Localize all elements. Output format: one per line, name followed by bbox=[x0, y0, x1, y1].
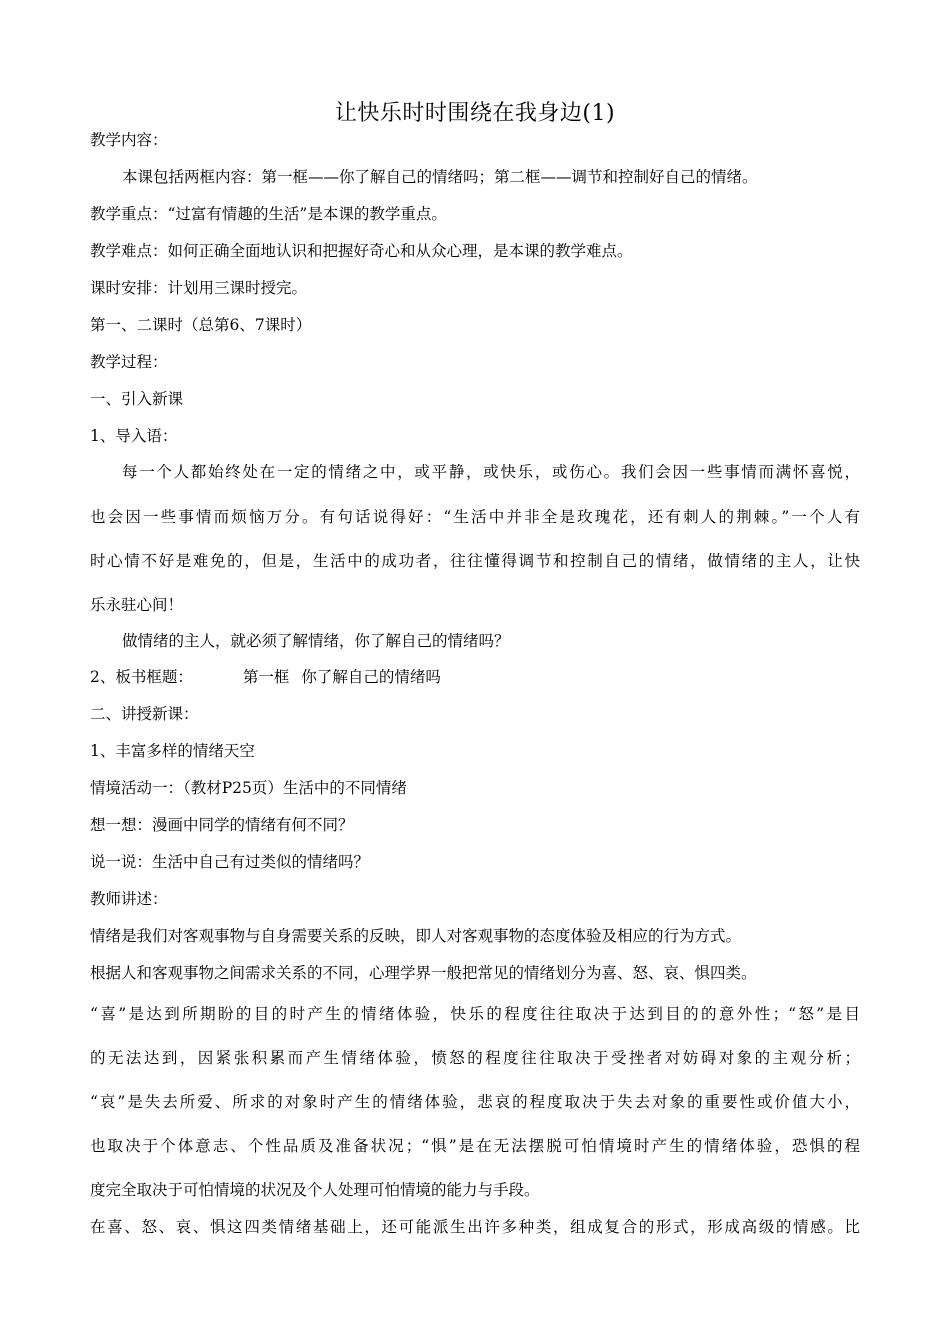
document-title: 让快乐时时围绕在我身边(1) bbox=[334, 101, 616, 126]
intro-paragraph-line-1: 每一个人都始终处在一定的情绪之中，或平静，或快乐，或伤心。我们会因一些事情而满怀喜悦， bbox=[122, 463, 860, 481]
emotion-definition-text: 情绪是我们对客观事物与自身需要关系的反映，即人对客观事物的态度体验及相应的行为方式。 bbox=[90, 927, 742, 945]
teacher-narration-heading: 教师讲述： bbox=[90, 890, 168, 908]
complex-emotion-text: 在喜、怒、哀、惧这四类情绪基础上，还可能派生出许多种类，组成复合的形式，形成高级的情感。比 bbox=[90, 1218, 860, 1236]
subsection-heading: 1、丰富多样的情绪天空 bbox=[90, 742, 255, 760]
intro-question-text: 做情绪的主人，就必须了解情绪，你了解自己的情绪吗？ bbox=[122, 632, 510, 650]
intro-paragraph-line-3: 时心情不好是难免的，但是，生活中的成功者，往往懂得调节和控制自己的情绪，做情绪的主人，让快 bbox=[90, 552, 860, 570]
emotion-detail-line-1: “喜”是达到所期盼的目的时产生的情绪体验，快乐的程度往往取决于达到目的的意外性；“怒”是目 bbox=[90, 1005, 860, 1023]
process-heading: 教学过程： bbox=[90, 353, 168, 371]
schedule-text: 课时安排：计划用三课时授完。 bbox=[90, 279, 308, 297]
lesson-period-text: 第一、二课时（总第6、7课时） bbox=[90, 316, 312, 334]
emotion-detail-line-3: “哀”是失去所爱、所求的对象时产生的情绪体验，悲哀的程度取决于失去对象的重要性或价值大小， bbox=[90, 1093, 860, 1111]
difficult-point-text: 教学难点：如何正确全面地认识和把握好奇心和从众心理，是本课的教学难点。 bbox=[90, 242, 633, 260]
speak-prompt-text: 说一说：生活中自己有过类似的情绪吗？ bbox=[90, 853, 370, 871]
intro-paragraph-line-2: 也会因一些事情而烦恼万分。有句话说得好：“生活中并非全是玫瑰花，还有刺人的荆棘。”一个人有 bbox=[90, 508, 860, 526]
emotion-classification-text: 根据人和客观事物之间需求关系的不同，心理学界一般把常见的情绪划分为喜、怒、哀、惧四类。 bbox=[90, 964, 757, 982]
intro-paragraph-line-4: 乐永驻心间！ bbox=[90, 596, 184, 614]
teaching-content-heading: 教学内容： bbox=[90, 131, 168, 149]
think-prompt-text: 想一想：漫画中同学的情绪有何不同？ bbox=[90, 816, 354, 834]
board-frame-title: 你了解自己的情绪吗 bbox=[301, 668, 441, 686]
emotion-detail-line-2: 的无法达到，因紧张积累而产生情绪体验，愤怒的程度往往取决于受挫者对妨碍对象的主观分析； bbox=[90, 1049, 860, 1067]
intro-heading: 1、导入语： bbox=[90, 427, 178, 445]
section-one-heading: 一、引入新课 bbox=[90, 390, 184, 408]
key-point-text: 教学重点：“过富有情趣的生活”是本课的教学重点。 bbox=[90, 205, 447, 223]
activity-text: 情境活动一：（教材P25页）生活中的不同情绪 bbox=[90, 779, 407, 797]
emotion-detail-line-4: 也取决于个体意志、个性品质及准备状况；“惧”是在无法摆脱可怕情境时产生的情绪体验，恐惧的程 bbox=[90, 1137, 860, 1155]
board-title-label: 2、板书框题： bbox=[90, 668, 193, 686]
board-title-line bbox=[90, 666, 441, 688]
teaching-content-text: 本课包括两框内容：第一框——你了解自己的情绪吗；第二框——调节和控制好自己的情绪。 bbox=[122, 168, 758, 186]
emotion-detail-line-5: 度完全取决于可怕情境的状况及个人处理可怕情境的能力与手段。 bbox=[90, 1181, 540, 1199]
board-frame-number: 第一框 bbox=[242, 668, 290, 686]
section-two-heading: 二、讲授新课： bbox=[90, 705, 199, 723]
